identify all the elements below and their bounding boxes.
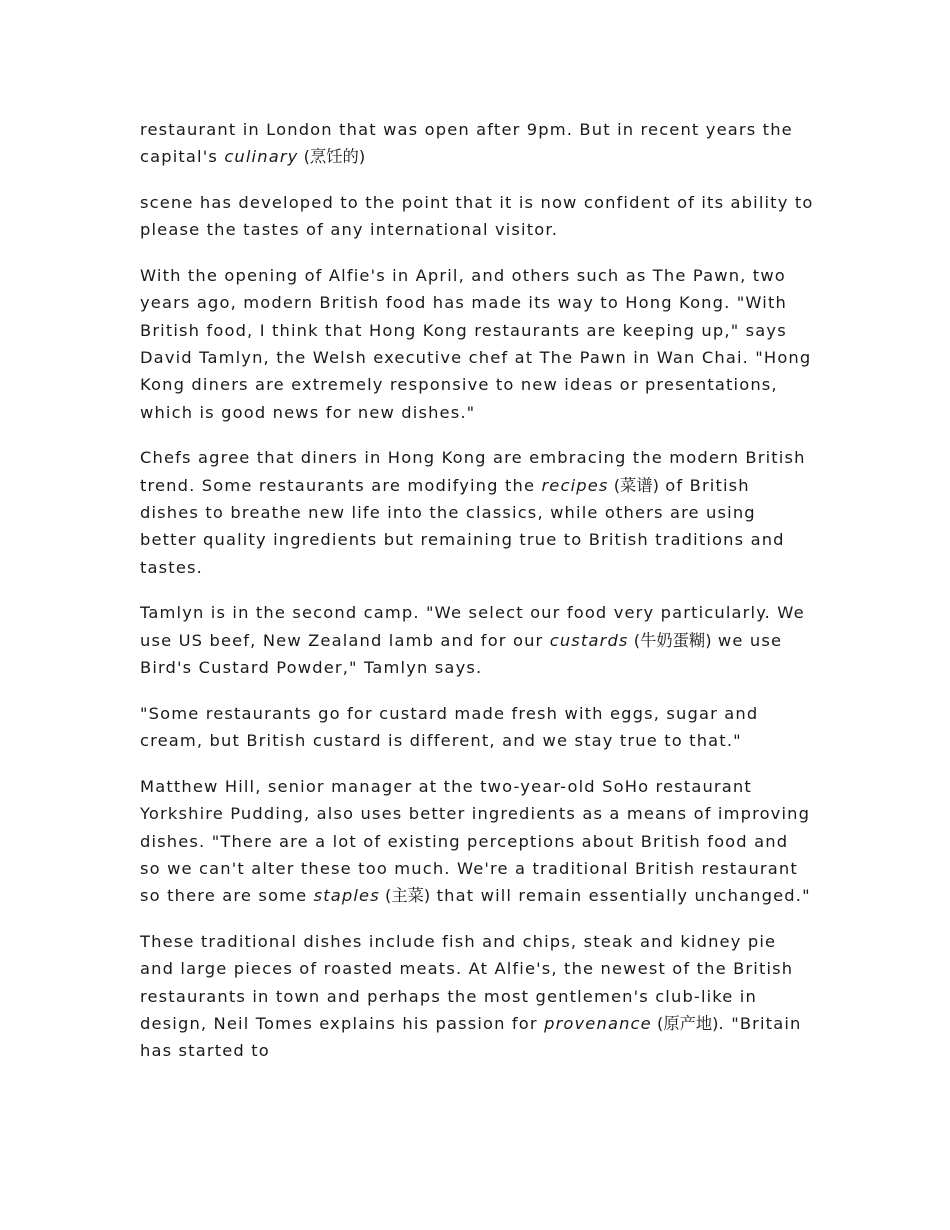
glossed-term: culinary [224,147,299,167]
chinese-gloss: (烹饪的) [298,147,366,167]
paragraph-text: we use Bird's Custard Powder," Tamlyn says. [140,630,783,678]
document-page [140,116,815,1083]
paragraph-text: Chefs agree that diners in Hong Kong are embracing the modern British trend. Some restaurants are modifying the [140,448,806,495]
paragraph-text: With the opening of Alfie's in April, and others such as The Pawn, two years ago, modern British food has made its way to Hong Kong. "With British food, I think that Hong Kong restaurants are keeping up," says David Tamlyn, the Welsh executive chef at The Pawn in Wan Chai. "Hong Kong diners are extremely responsive to new ideas or presentations, which is good news for new dishes." [140,266,812,422]
paragraph-text: These traditional dishes include fish and chips, steak and kidney pie and large pieces of roasted meats. At Alfie's, the newest of the British restaurants in town and perhaps the most gentlemen's club-like in design, Neil Tomes explains his passion for [140,931,794,1033]
chinese-gloss: (菜谱) [608,475,659,495]
paragraph-text: Tamlyn is in the second camp. "We select our food very particularly. We use US beef, New Zealand lamb and for our [140,603,805,650]
glossed-term: staples [313,886,380,906]
paragraph-text: scene has developed to the point that it is now confident of its ability to please the tastes of any international visitor. [140,193,814,240]
paragraph [140,700,815,755]
paragraph [140,116,815,171]
paragraph-text: "Some restaurants go for custard made fresh with eggs, sugar and cream, but British custard is different, and we stay true to that." [140,703,759,751]
chinese-gloss: (牛奶蛋糊) [628,630,712,650]
paragraph-text: restaurant in London that was open after 9pm. But in recent years the capital's [140,120,793,167]
paragraph [140,928,815,1064]
glossed-term: custards [549,630,629,650]
paragraph-text: that will remain essentially unchanged." [430,886,811,906]
paragraph [140,262,815,426]
paragraph-text: Matthew Hill, senior manager at the two-year-old SoHo restaurant Yorkshire Pudding, also uses better ingredients as a means of improving dishes. "There are a lot of existing perceptions about British food and so we can't alter these too much. We're a traditional British restaurant so there are some [140,776,811,906]
paragraph [140,189,815,244]
glossed-term: recipes [541,475,609,495]
paragraph [140,773,815,909]
paragraph-text: of British dishes to breathe new life into the classics, while others are using better quality ingredients but remaining true to British traditions and tastes. [140,475,785,577]
paragraph [140,599,815,681]
paragraph [140,444,815,580]
paragraph-text: . "Britain has started to [140,1013,802,1061]
glossed-term: provenance [544,1013,652,1033]
chinese-gloss: (主菜) [379,886,431,906]
chinese-gloss: (原产地) [651,1013,719,1033]
